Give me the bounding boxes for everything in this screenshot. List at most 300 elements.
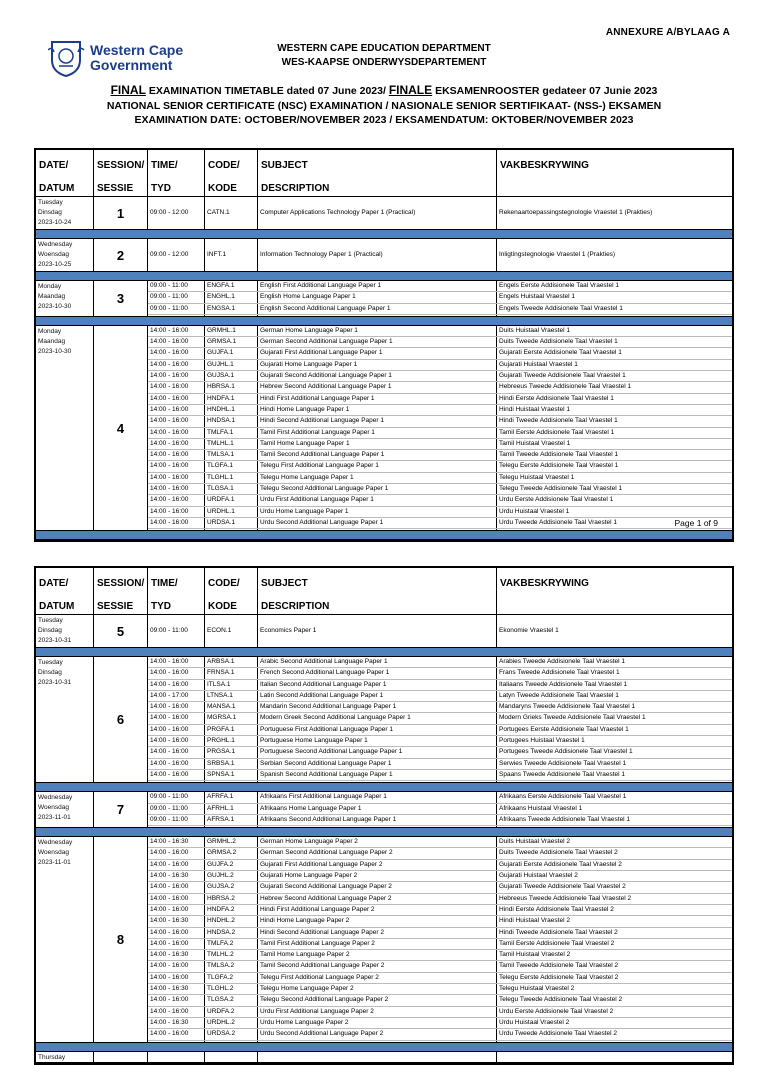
title-line3: EXAMINATION DATE: OCTOBER/NOVEMBER 2023 / EKSAMENDATUM: OKTOBER/NOVEMBER 2023 (134, 114, 634, 126)
cell-subject: Economics Paper 1 (260, 627, 317, 634)
exam-row (148, 837, 732, 848)
exam-row (148, 304, 732, 315)
column-divider (205, 1052, 258, 1062)
exam-row (148, 326, 732, 337)
cell-code: TLGHL.1 (207, 473, 234, 481)
date-line: Wednesday (38, 839, 73, 847)
cell-code: URDSA.2 (207, 1030, 236, 1038)
exam-row (148, 691, 732, 702)
cell-time: 14:00 - 16:00 (150, 658, 189, 665)
header-session (94, 150, 148, 196)
exam-row (148, 680, 732, 691)
date-cell (36, 837, 94, 1041)
cell-code: GRMHL.1 (207, 326, 236, 334)
cell-time: 14:00 - 16:30 (150, 872, 189, 880)
cell-vak: Arabies Tweede Addisionele Taal Vraestel 1 (499, 658, 625, 665)
header-line: CODE/ (208, 578, 240, 589)
session-number: 7 (94, 792, 148, 827)
cell-code: GUJSA.2 (207, 883, 235, 891)
cell-subject: Hindi Second Additional Language Paper 1 (260, 417, 384, 425)
date-line: 2023-11-01 (38, 859, 71, 867)
cell-vak: Gujarati Eerste Addisionele Taal Vraestel 2 (499, 860, 622, 868)
header-code (205, 568, 258, 614)
cell-subject: Hindi Home Language Paper 2 (260, 917, 350, 925)
cell-code: HNDSA.1 (207, 417, 236, 425)
header-line: VAKBESKRYWING (500, 578, 589, 589)
cell-time: 14:00 - 16:30 (150, 985, 189, 993)
exam-rows (148, 197, 732, 229)
exam-row (148, 804, 732, 815)
header-time (148, 568, 205, 614)
cell-time: 14:00 - 16:00 (150, 962, 189, 970)
cell-subject: English Second Additional Language Paper 1 (260, 304, 391, 312)
exam-row (148, 860, 732, 871)
cell-vak: Tamil Huistaal Vraestel 2 (499, 951, 571, 959)
cell-code: URDFA.2 (207, 1007, 235, 1015)
cell-time: 14:00 - 16:00 (150, 417, 189, 425)
cell-code: HNDSA.2 (207, 928, 236, 936)
header-line: TIME/ (151, 578, 178, 589)
header-subject (258, 568, 497, 614)
cell-vak: Duits Huistaal Vraestel 1 (499, 326, 570, 334)
cell-code: INFT.1 (207, 251, 227, 258)
cell-vak: Portugees Tweede Addisionele Taal Vraestel 1 (499, 748, 633, 756)
cell-subject: Gujarati First Additional Language Paper 1 (260, 349, 383, 357)
cell-code: TMLSA.2 (207, 962, 235, 970)
cell-code: GUJSA.1 (207, 372, 235, 380)
department-name-af: WES-KAAPSE ONDERWYSDEPARTEMENT (281, 57, 487, 68)
table-header (36, 568, 732, 615)
cell-vak: Tamil Tweede Addisionele Taal Vraestel 2 (499, 962, 619, 970)
date-line: Maandag (38, 337, 66, 345)
cell-time: 14:00 - 17:00 (150, 691, 189, 699)
session-separator (36, 317, 732, 326)
session-number: 6 (94, 657, 148, 782)
cell-vak: Engels Tweede Addisionele Taal Vraestel 1 (499, 304, 623, 312)
session-group (36, 615, 732, 648)
cell-code: GRMSA.2 (207, 849, 237, 857)
date-cell (36, 326, 94, 530)
cell-subject: English Home Language Paper 1 (260, 293, 356, 301)
header-line: DESCRIPTION (261, 183, 330, 194)
exam-row (148, 657, 732, 668)
cell-subject: Urdu First Additional Language Paper 2 (260, 1007, 374, 1015)
cell-subject: Tamil Second Additional Language Paper 2 (260, 962, 385, 970)
cell-vak: Telegu Huistaal Vraestel 2 (499, 985, 575, 993)
header-line: DATUM (39, 183, 75, 194)
cell-code: TLGFA.1 (207, 462, 234, 470)
session-group (36, 1052, 732, 1063)
exam-row (148, 348, 732, 359)
date-line: 2023-10-30 (38, 303, 72, 310)
cell-vak: Engels Huistaal Vraestel 1 (499, 293, 575, 301)
cell-time: 14:00 - 16:00 (150, 383, 189, 391)
date-cell (36, 239, 94, 271)
cell-code: GUJHL.2 (207, 872, 234, 880)
cell-time: 09:00 - 11:00 (150, 282, 188, 289)
exam-row (148, 495, 732, 506)
cell-vak: Engels Eerste Addisionele Taal Vraestel 1 (499, 282, 619, 289)
cell-subject: English First Additional Language Paper 1 (260, 282, 382, 289)
cell-vak: Inligtingstegnologie Vraestel 1 (Prakties) (499, 251, 616, 258)
cell-subject: Tamil First Additional Language Paper 2 (260, 939, 375, 947)
exam-rows (148, 615, 732, 647)
header-date (36, 150, 94, 196)
date-line: Woensdag (38, 804, 69, 812)
cell-time: 14:00 - 16:00 (150, 714, 189, 722)
session-group (36, 837, 732, 1042)
cell-vak: Tamil Eerste Addisionele Taal Vraestel 2 (499, 939, 615, 947)
cell-subject: Gujarati Second Additional Language Paper 1 (260, 372, 392, 380)
cell-subject: German Home Language Paper 1 (260, 326, 358, 334)
date-cell (36, 792, 94, 827)
cell-time: 14:00 - 16:00 (150, 1030, 189, 1038)
exam-row (148, 197, 732, 229)
cell-time: 09:00 - 12:00 (150, 209, 189, 216)
session-number: 1 (94, 197, 148, 229)
cell-vak: Ekonomie Vraestel 1 (499, 627, 559, 634)
date-line: Woensdag (38, 251, 69, 258)
column-divider (258, 1052, 497, 1062)
cell-code: PRGHL.1 (207, 737, 235, 745)
cell-vak: Afrikaans Tweede Addisionele Taal Vraestel 1 (499, 815, 631, 823)
page-number: Page 1 of 9 (674, 518, 718, 528)
date-cell (36, 657, 94, 782)
date-line: 2023-10-31 (38, 637, 72, 644)
date-line: Woensdag (38, 849, 69, 857)
exam-row (148, 894, 732, 905)
date-cell (36, 281, 94, 316)
cell-time: 14:00 - 16:00 (150, 451, 189, 459)
cell-code: ECON.1 (207, 627, 232, 634)
date-line: 2023-11-01 (38, 814, 71, 822)
cell-code: URDHL.2 (207, 1018, 235, 1026)
cell-vak: Urdu Tweede Addisionele Taal Vraestel 2 (499, 1030, 618, 1038)
header-vak (497, 150, 732, 196)
exam-row (148, 871, 732, 882)
exam-row (148, 450, 732, 461)
cell-subject: Urdu Second Additional Language Paper 1 (260, 518, 384, 526)
cell-subject: Urdu Second Additional Language Paper 2 (260, 1030, 384, 1038)
header-line: TYD (151, 183, 171, 194)
title-part1: EXAMINATION TIMETABLE dated 07 June 2023/ (145, 85, 389, 97)
cell-time: 14:00 - 16:00 (150, 326, 189, 334)
header-line: SESSIE (97, 601, 134, 612)
header-time (148, 150, 205, 196)
cell-subject: Tamil Home Language Paper 2 (260, 951, 350, 959)
cell-time: 14:00 - 16:30 (150, 838, 189, 846)
cell-code: GRMHL.2 (207, 838, 236, 846)
cell-subject: Afrikaans First Additional Language Paper 1 (260, 793, 387, 801)
exam-row (148, 439, 732, 450)
cell-code: HBRSA.2 (207, 894, 235, 902)
header-line: SESSION/ (97, 578, 145, 589)
cell-code: FRNSA.1 (207, 669, 235, 677)
exam-row (148, 759, 732, 770)
cell-subject: German Second Additional Language Paper 1 (260, 338, 393, 346)
cell-vak: Gujarati Huistaal Vraestel 2 (499, 872, 578, 880)
cell-time: 14:00 - 16:00 (150, 473, 189, 481)
cell-time: 14:00 - 16:00 (150, 1007, 189, 1015)
cell-code: TLGSA.2 (207, 996, 234, 1004)
date-line: Dinsdag (38, 209, 62, 216)
exam-row (148, 461, 732, 472)
cell-code: TMLHL.2 (207, 951, 234, 959)
cell-code: GUJFA.1 (207, 349, 234, 357)
exam-row (148, 848, 732, 859)
date-line: Maandag (38, 293, 66, 300)
cell-vak: Spaans Tweede Addisionele Taal Vraestel 1 (499, 770, 625, 778)
cell-time: 09:00 - 11:00 (150, 793, 188, 801)
title-finale: FINALE (388, 83, 433, 97)
cell-code: ENGSA.1 (207, 304, 236, 312)
cell-subject: Modern Greek Second Additional Language Paper 1 (260, 714, 411, 722)
cell-code: HBRSA.1 (207, 383, 235, 391)
cell-code: TMLHL.1 (207, 439, 234, 447)
exam-row (148, 939, 732, 950)
header-subject (258, 150, 497, 196)
cell-code: PRGSA.1 (207, 748, 236, 756)
cell-vak: Telegu Tweede Addisionele Taal Vraestel 2 (499, 996, 623, 1004)
exam-row (148, 995, 732, 1006)
date-line: Monday (38, 283, 62, 290)
exam-row (148, 518, 732, 529)
cell-time: 14:00 - 16:00 (150, 462, 189, 470)
session-number: 3 (94, 281, 148, 316)
cell-code: SPNSA.1 (207, 770, 235, 778)
session-separator (36, 272, 732, 281)
exam-row (148, 405, 732, 416)
timetable-table-1 (34, 148, 734, 542)
cell-time: 14:00 - 16:00 (150, 759, 189, 767)
cell-code: ENGHL.1 (207, 293, 235, 301)
exam-row (148, 905, 732, 916)
cell-code: TMLSA.1 (207, 451, 235, 459)
cell-time: 14:00 - 16:00 (150, 428, 189, 436)
exam-row (148, 239, 732, 271)
session-separator (36, 828, 732, 837)
cell-vak: Urdu Eerste Addisionele Taal Vraestel 1 (499, 496, 614, 504)
header-line: DESCRIPTION (261, 601, 330, 612)
title-part2: EKSAMENROOSTER gedateer 07 Junie 2023 (432, 85, 658, 97)
exam-rows (148, 326, 732, 529)
cell-subject: Portuguese Second Additional Language Paper 1 (260, 748, 403, 756)
date-line: Wednesday (38, 794, 73, 802)
cell-vak: Urdu Eerste Addisionele Taal Vraestel 2 (499, 1007, 614, 1015)
cell-vak: Portugees Huistaal Vraestel 1 (499, 737, 585, 745)
exam-rows (148, 792, 732, 826)
session-number: 8 (94, 837, 148, 1041)
date-line: 2023-10-30 (38, 347, 72, 355)
cell-vak: Portugees Eerste Addisionele Taal Vraestel 1 (499, 725, 629, 733)
cell-time: 14:00 - 16:00 (150, 770, 189, 778)
exam-row (148, 961, 732, 972)
cell-subject: Telegu Home Language Paper 2 (260, 985, 354, 993)
cell-vak: Duits Huistaal Vraestel 2 (499, 838, 570, 846)
exam-row (148, 337, 732, 348)
cell-code: HNDHL.1 (207, 405, 235, 413)
cell-code: SRBSA.1 (207, 759, 235, 767)
exam-row (148, 394, 732, 405)
exam-row (148, 507, 732, 518)
cell-vak: Telegu Tweede Addisionele Taal Vraestel 1 (499, 485, 623, 493)
exam-row (148, 428, 732, 439)
cell-subject: Italian Second Additional Language Paper 1 (260, 680, 387, 688)
header-line: VAKBESKRYWING (500, 160, 589, 171)
date-line: Thursday (38, 1053, 66, 1061)
cell-vak: Frans Tweede Addisionele Taal Vraestel 1 (499, 669, 620, 677)
session-group (36, 197, 732, 230)
cell-vak: Urdu Huistaal Vraestel 2 (499, 1018, 570, 1026)
cell-vak: Urdu Huistaal Vraestel 1 (499, 507, 570, 515)
cell-code: URDFA.1 (207, 496, 235, 504)
cell-vak: Tamil Tweede Addisionele Taal Vraestel 1 (499, 451, 619, 459)
exam-row (148, 713, 732, 724)
session-separator (36, 648, 732, 657)
session-group (36, 239, 732, 272)
session-number (94, 1052, 148, 1062)
cell-subject: Tamil Home Language Paper 1 (260, 439, 350, 447)
cell-time: 14:00 - 16:00 (150, 928, 189, 936)
exam-row (148, 484, 732, 495)
session-separator (36, 1043, 732, 1052)
title-line2: NATIONAL SENIOR CERTIFICATE (NSC) EXAMINATION / NASIONALE SENIOR SERTIFIKAAT- (NSS-) EKSAMEN (106, 99, 662, 112)
exam-row (148, 371, 732, 382)
cell-code: URDHL.1 (207, 507, 235, 515)
cell-subject: Gujarati Home Language Paper 2 (260, 872, 358, 880)
date-line: 2023-10-24 (38, 219, 72, 226)
cell-time: 09:00 - 12:00 (150, 251, 189, 258)
cell-subject: Gujarati Second Additional Language Paper 2 (260, 883, 392, 891)
cell-time: 14:00 - 16:00 (150, 680, 189, 688)
date-cell (36, 1052, 94, 1062)
cell-code: CATN.1 (207, 209, 230, 216)
cell-vak: Hindi Eerste Addisionele Taal Vraestel 2 (499, 905, 614, 913)
table-header (36, 150, 732, 197)
cell-vak: Gujarati Eerste Addisionele Taal Vraestel 1 (499, 349, 622, 357)
cell-time: 14:00 - 16:00 (150, 737, 189, 745)
cell-time: 14:00 - 16:00 (150, 973, 189, 981)
cell-time: 14:00 - 16:00 (150, 405, 189, 413)
cell-code: URDSA.1 (207, 518, 236, 526)
cell-subject: Telegu Second Additional Language Paper 2 (260, 996, 389, 1004)
cell-time: 14:00 - 16:00 (150, 507, 189, 515)
cell-subject: Telegu Home Language Paper 1 (260, 473, 354, 481)
exam-row (148, 736, 732, 747)
exam-row (148, 473, 732, 484)
session-number: 2 (94, 239, 148, 271)
cell-subject: Hebrew Second Additional Language Paper 1 (260, 383, 392, 391)
exam-row (148, 882, 732, 893)
date-cell (36, 615, 94, 647)
logo-line1: Western Cape (90, 42, 184, 58)
cell-subject: Hebrew Second Additional Language Paper 2 (260, 894, 392, 902)
cell-vak: Italiaans Tweede Addisionele Taal Vraestel 1 (499, 680, 628, 688)
exam-row (148, 1007, 732, 1018)
cell-vak: Hebreeus Tweede Addisionele Taal Vraestel 2 (499, 894, 632, 902)
cell-time: 14:00 - 16:00 (150, 496, 189, 504)
department-heading (0, 42, 768, 70)
cell-time: 09:00 - 11:00 (150, 627, 188, 634)
cell-vak: Hindi Eerste Addisionele Taal Vraestel 1 (499, 394, 614, 402)
cell-code: ITLSA.1 (207, 680, 231, 688)
cell-vak: Afrikaans Eerste Addisionele Taal Vraestel 1 (499, 793, 627, 801)
cell-subject: Information Technology Paper 1 (Practical) (260, 251, 383, 258)
date-line: Dinsdag (38, 669, 62, 676)
cell-code: TMLFA.2 (207, 939, 234, 947)
annexure-label: ANNEXURE A/BYLAAG A (605, 27, 730, 38)
cell-code: GUJHL.1 (207, 360, 234, 368)
session-group (36, 326, 732, 531)
cell-code: HNDFA.2 (207, 905, 235, 913)
cell-subject: Hindi Second Additional Language Paper 2 (260, 928, 384, 936)
cell-subject: Telegu First Additional Language Paper 2 (260, 973, 379, 981)
cell-subject: Computer Applications Technology Paper 1 (Practical) (260, 209, 416, 216)
cell-time: 14:00 - 16:00 (150, 485, 189, 493)
header-line: SESSION/ (97, 160, 145, 171)
cell-time: 14:00 - 16:30 (150, 1018, 189, 1026)
cell-vak: Hindi Tweede Addisionele Taal Vraestel 2 (499, 928, 618, 936)
cell-time: 14:00 - 16:00 (150, 883, 189, 891)
header-vak (497, 568, 732, 614)
cell-subject: Urdu Home Language Paper 1 (260, 507, 349, 515)
logo-line2: Government (90, 57, 173, 73)
cell-time: 14:00 - 16:00 (150, 894, 189, 902)
exam-row (148, 950, 732, 961)
cell-time: 09:00 - 11:00 (150, 815, 188, 823)
session-number: 4 (94, 326, 148, 530)
date-line: Monday (38, 327, 62, 335)
exam-row (148, 382, 732, 393)
cell-vak: Telegu Huistaal Vraestel 1 (499, 473, 575, 481)
cell-time: 14:00 - 16:00 (150, 996, 189, 1004)
cell-subject: Gujarati First Additional Language Paper 2 (260, 860, 383, 868)
cell-code: TLGSA.1 (207, 485, 234, 493)
header-line: SESSIE (97, 183, 134, 194)
exam-row (148, 984, 732, 995)
cell-subject: Mandarin Second Additional Language Paper 1 (260, 703, 397, 711)
cell-subject: Afrikaans Home Language Paper 1 (260, 804, 362, 812)
cell-time: 14:00 - 16:00 (150, 360, 189, 368)
cell-vak: Latyn Tweede Addisionele Taal Vraestel 1 (499, 691, 619, 699)
cell-time: 14:00 - 16:00 (150, 860, 189, 868)
exam-row (148, 815, 732, 826)
cell-time: 14:00 - 16:00 (150, 394, 189, 402)
cell-subject: Portuguese First Additional Language Paper 1 (260, 725, 393, 733)
date-line: Dinsdag (38, 627, 62, 634)
cell-vak: Serwies Tweede Addisionele Taal Vraestel 1 (499, 759, 627, 767)
cell-vak: Rekenaartoepassingstegnologie Vraestel 1 (Prakties) (499, 209, 653, 216)
cell-time: 14:00 - 16:00 (150, 669, 189, 677)
cell-subject: Spanish Second Additional Language Paper 1 (260, 770, 393, 778)
exam-row (148, 792, 732, 803)
exam-row (148, 702, 732, 713)
cell-vak: Telegu Eerste Addisionele Taal Vraestel 1 (499, 462, 619, 470)
timetable-table-2 (34, 566, 734, 1065)
header-line: TIME/ (151, 160, 178, 171)
cell-time: 09:00 - 11:00 (150, 293, 188, 301)
cell-code: HNDHL.2 (207, 917, 235, 925)
cell-code: MGRSA.1 (207, 714, 237, 722)
exam-row (148, 292, 732, 303)
cell-code: ENGFA.1 (207, 282, 235, 289)
cell-code: TLGHL.2 (207, 985, 234, 993)
cell-subject: Serbian Second Additional Language Paper 1 (260, 759, 392, 767)
cell-subject: French Second Additional Language Paper 1 (260, 669, 390, 677)
exam-rows (148, 239, 732, 271)
cell-vak: Hindi Huistaal Vraestel 1 (499, 405, 570, 413)
cell-code: AFRSA.1 (207, 815, 235, 823)
